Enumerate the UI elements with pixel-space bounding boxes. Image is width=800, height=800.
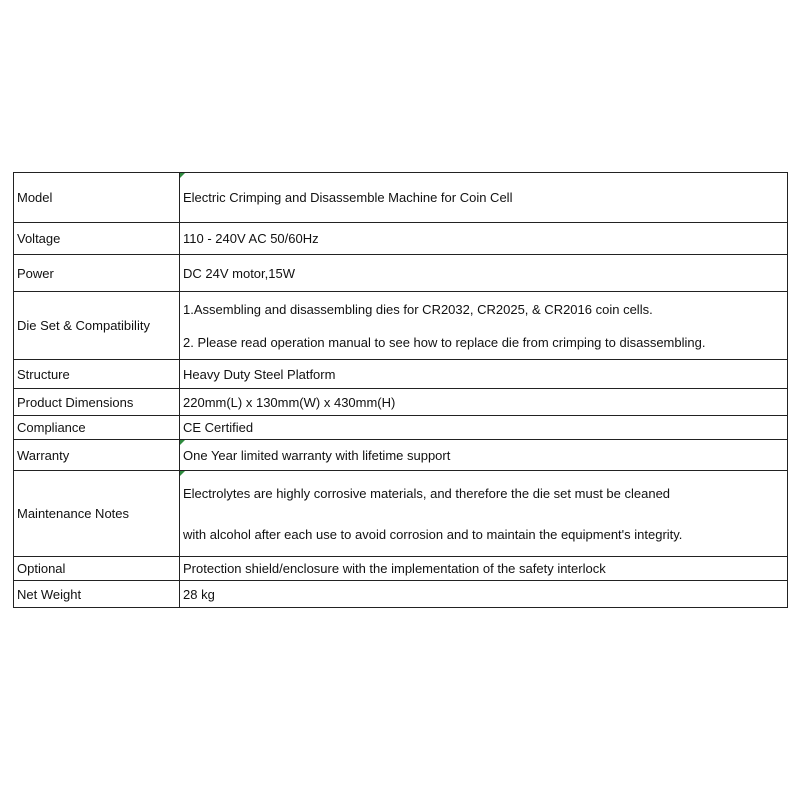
spec-table [13,172,788,608]
row-value-dimensions: 220mm(L) x 130mm(W) x 430mm(H) [180,389,788,416]
table-row-net-weight [14,581,788,608]
row-label-voltage: Voltage [14,223,180,255]
row-label-compliance: Compliance [14,416,180,440]
table-row-die-set [14,292,788,360]
row-value-voltage: 110 - 240V AC 50/60Hz [180,223,788,255]
table-row-model [14,173,788,223]
row-value-warranty [180,440,788,471]
row-value-optional: Protection shield/enclosure with the implementation of the safety interlock [180,557,788,581]
row-label-maintenance: Maintenance Notes [14,471,180,557]
row-value-die-set [180,292,788,360]
row-label-warranty: Warranty [14,440,180,471]
table-row-maintenance [14,471,788,557]
table-row-optional [14,557,788,581]
row-value-compliance: CE Certified [180,416,788,440]
table-row-warranty [14,440,788,471]
row-value-model [180,173,788,223]
row-label-optional: Optional [14,557,180,581]
table-row-dimensions [14,389,788,416]
table-row-voltage [14,223,788,255]
row-value-maintenance [180,471,788,557]
row-label-structure: Structure [14,360,180,389]
row-label-dimensions: Product Dimensions [14,389,180,416]
row-value-model-text: Electric Crimping and Disassemble Machine for Coin Cell [183,190,513,205]
die-set-line-1: 1.Assembling and disassembling dies for CR2032, CR2025, & CR2016 coin cells. [183,301,653,317]
table-row-power [14,255,788,292]
row-value-net-weight: 28 kg [180,581,788,608]
maintenance-line-2: with alcohol after each use to avoid corrosion and to maintain the equipment's integrity. [183,526,683,542]
cell-marker [180,471,185,476]
row-value-warranty-text: One Year limited warranty with lifetime support [183,447,451,463]
row-label-die-set: Die Set & Compatibility [14,292,180,360]
cell-marker [180,440,185,445]
table-row-structure [14,360,788,389]
cell-marker [180,173,185,178]
row-label-model: Model [14,173,180,223]
row-label-net-weight: Net Weight [14,581,180,608]
row-value-structure: Heavy Duty Steel Platform [180,360,788,389]
table-row-compliance [14,416,788,440]
row-value-power: DC 24V motor,15W [180,255,788,292]
die-set-line-2: 2. Please read operation manual to see how to replace die from crimping to disassembling. [183,334,706,350]
row-label-power: Power [14,255,180,292]
maintenance-line-1: Electrolytes are highly corrosive materials, and therefore the die set must be cleaned [183,485,671,501]
